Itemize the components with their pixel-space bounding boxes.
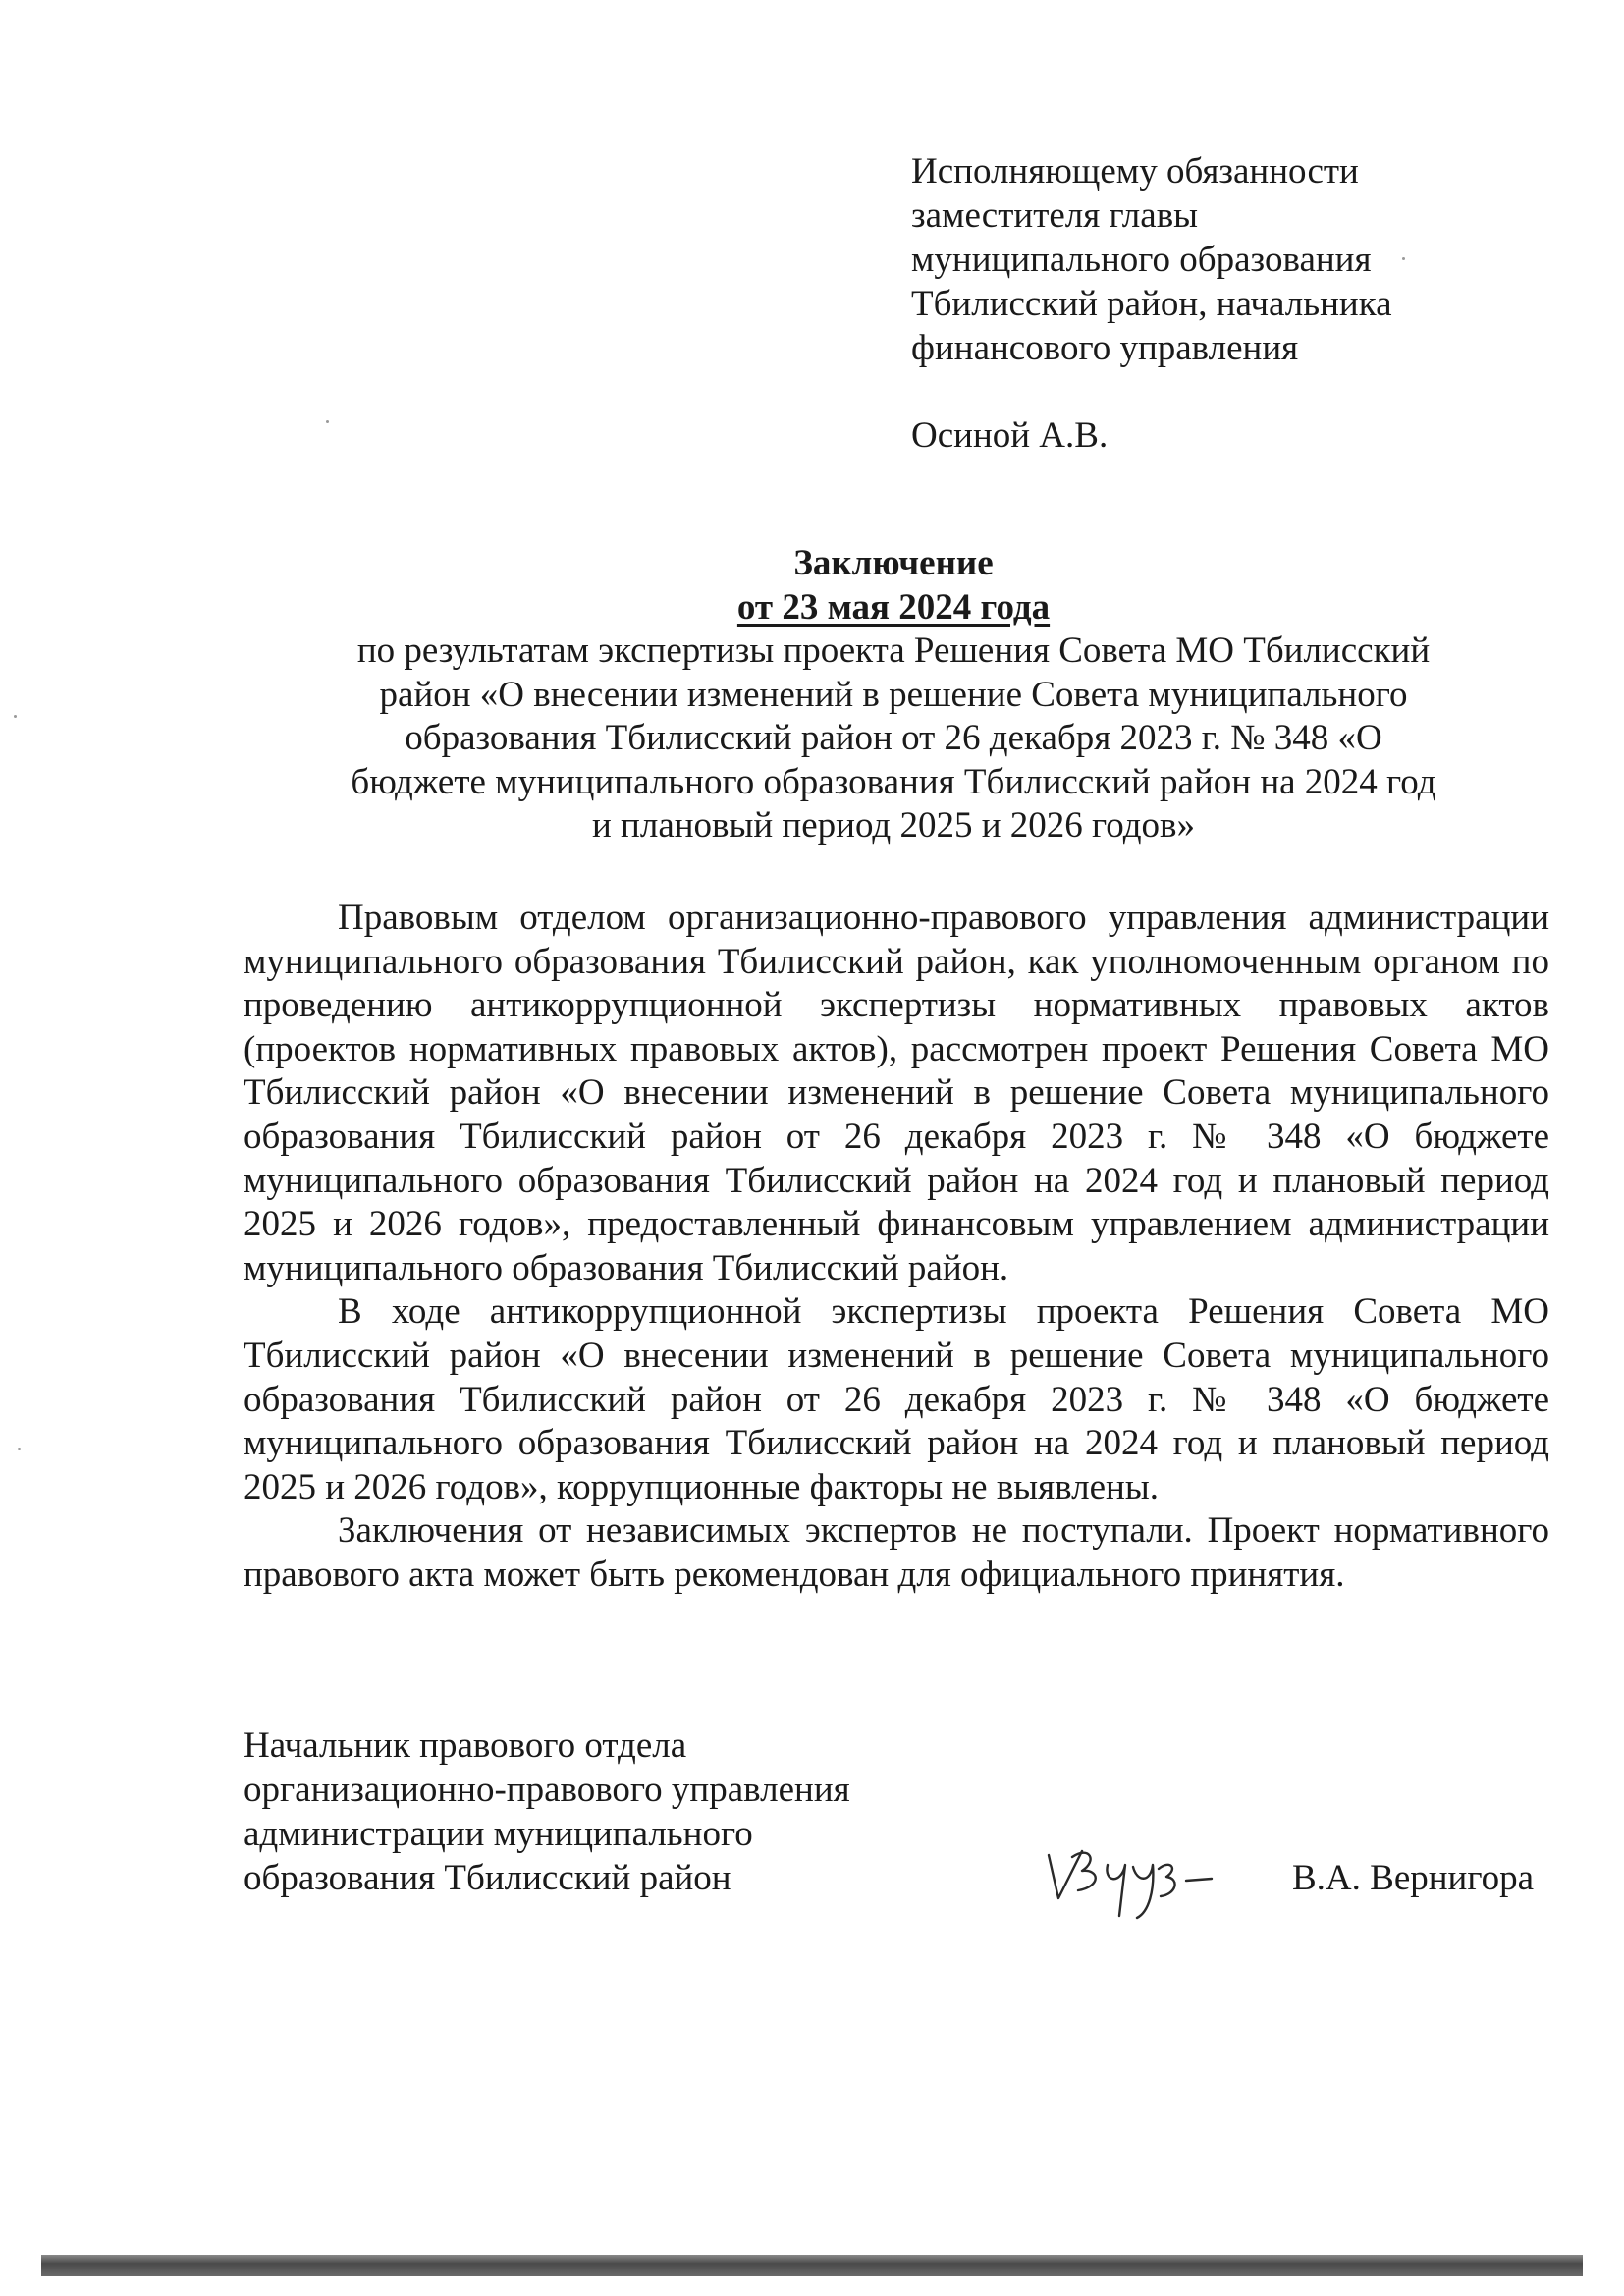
body-paragraph: В ходе антикоррупционной экспертизы проекта Решения Совета МО Тбилисский район «О внесении изменений в решение Совета муниципального образования Тбилисский район от 26 декабря 2023 г. № 348 «О бюджете муниципального образования Тбилисский район на 2024 год и плановый период 2025 и 2026 годов», коррупционные факторы не выявлены. [244, 1291, 1549, 1507]
document-body [244, 897, 1549, 1598]
scan-speck [1402, 257, 1405, 260]
scan-speck [326, 420, 329, 423]
subject-line: образования Тбилисский район от 26 декабря 2023 г. № 348 «О [405, 718, 1382, 758]
document-date: от 23 мая 2024 года [736, 586, 1051, 628]
signatory-position [244, 1723, 931, 1900]
subject-line: и плановый период 2025 и 2026 годов» [592, 805, 1195, 846]
signer-name: В.А. Вернигора [1292, 1858, 1535, 1898]
addressee-line: Тбилисский район, начальника [911, 284, 1392, 324]
subject-line: по результатам экспертизы проекта Решения Совета МО Тбилисский [356, 630, 1431, 671]
position-line: организационно-правового управления [244, 1770, 850, 1810]
scan-speck [18, 1448, 21, 1450]
document-title: Заключение [793, 543, 994, 583]
addressee-line: финансового управления [911, 328, 1299, 368]
subject-line: район «О внесении изменений в решение Совета муниципального [379, 674, 1408, 715]
body-paragraph: Правовым отделом организационно-правового управления администрации муниципального образования Тбилисский район, как уполномоченным органом по проведению антикоррупционной экспертизы нормативных правовых актов (проектов нормативных правовых актов), рассмотрен проект Решения Совета МО Тбилисский район «О внесении изменений в решение Совета муниципального образования Тбилисский район от 26 декабря 2023 г. № 348 «О бюджете муниципального образования Тбилисский район на 2024 год и плановый период 2025 и 2026 годов», предоставленный финансовым управлением администрации муниципального образования Тбилисский район. [244, 898, 1549, 1288]
scan-speck [14, 715, 17, 718]
addressee-name: Осиной А.В. [911, 415, 1109, 456]
addressee-block [911, 149, 1540, 458]
addressee-line: Исполняющему обязанности [911, 151, 1359, 191]
position-line: администрации муниципального [244, 1814, 753, 1854]
subject-line: бюджете муниципального образования Тбилисский район на 2024 год [351, 761, 1436, 802]
addressee-line: заместителя главы [911, 195, 1199, 236]
body-paragraph: Заключения от независимых экспертов не поступали. Проект нормативного правового акта может быть рекомендован для официального принятия. [244, 1510, 1549, 1595]
scan-edge-bar [41, 2255, 1583, 2276]
handwritten-signature [1043, 1822, 1229, 1930]
addressee-line: муниципального образования [911, 240, 1372, 280]
position-line: образования Тбилисский район [244, 1858, 731, 1898]
document-heading [295, 542, 1492, 848]
position-line: Начальник правового отдела [244, 1725, 687, 1766]
